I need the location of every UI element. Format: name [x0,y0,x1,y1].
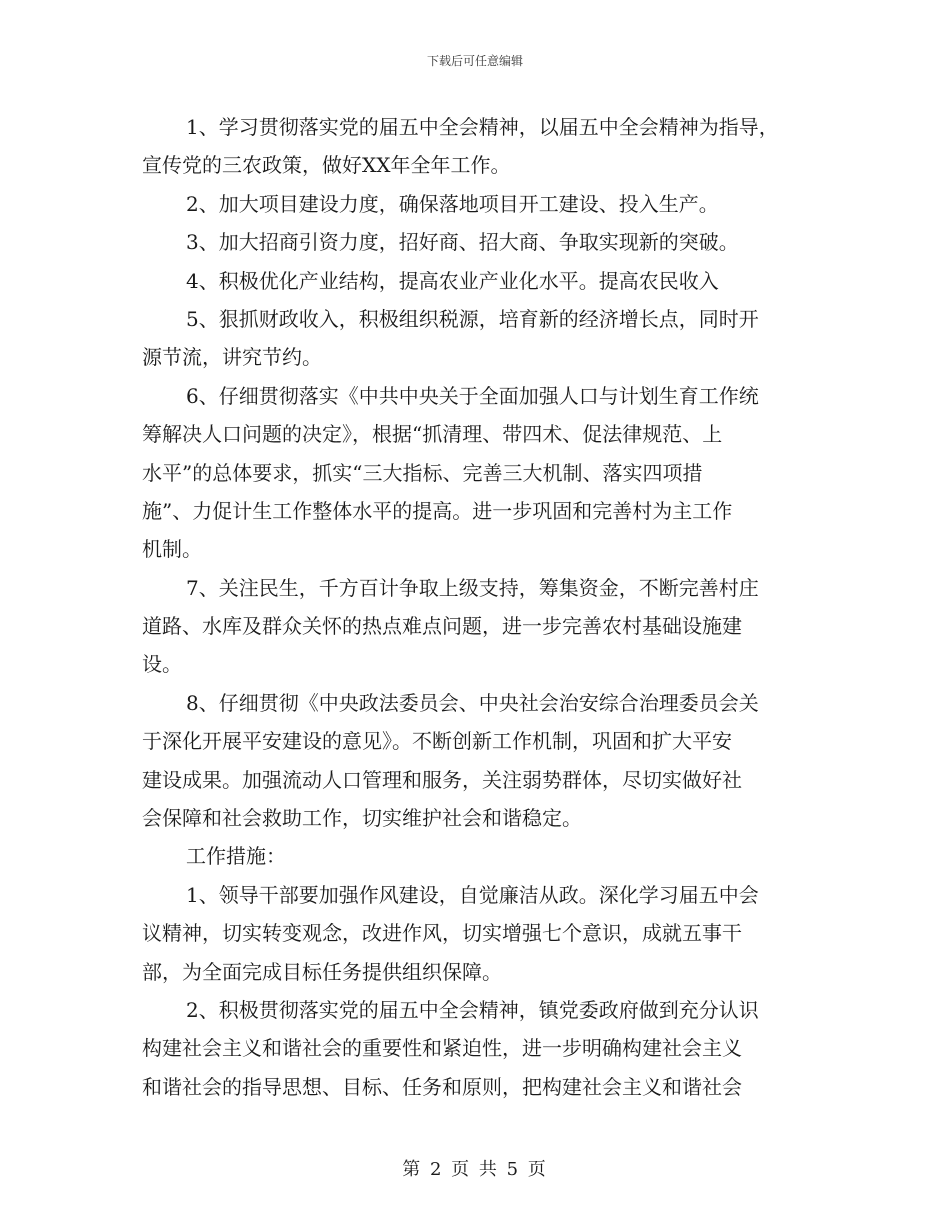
text-line: 施”、力促计生工作整体水平的提高。进一步巩固和完善村为主工作 [142,498,733,523]
text-line: 水平”的总体要求，抓实“三大指标、完善三大机制、落实四项措 [142,460,703,485]
text-line: 建设成果。加强流动人口管理和服务，关注弱势群体，尽切实做好社 [142,767,742,792]
text-line: 7、关注民生，千方百计争取上级支持，筹集资金，不断完善村庄 [186,575,759,600]
text-line: 1、领导干部要加强作风建设，自觉廉洁从政。深化学习届五中会 [186,882,759,907]
text-line: 议精神，切实转变观念，改进作风，切实增强七个意识，成就五事干 [142,921,742,946]
text-line: 机制。 [142,537,202,562]
text-line: 2、加大项目建设力度，确保落地项目开工建设、投入生产。 [186,191,719,216]
text-line: 8、仔细贯彻《中央政法委员会、中央社会治安综合治理委员会关 [186,690,759,715]
text-line: 部，为全面完成目标任务提供组织保障。 [142,959,502,984]
text-line: 3、加大招商引资力度，招好商、招大商、争取实现新的突破。 [186,230,739,255]
text-line: 5、狠抓财政收入，积极组织税源，培育新的经济增长点，同时开 [186,306,759,331]
text-line: 宣传党的三农政策，做好XX年全年工作。 [142,153,511,178]
text-line: 4、积极优化产业结构，提高农业产业化水平。提高农民收入 [186,268,719,293]
text-line: 道路、水库及群众关怀的热点难点问题，进一步完善农村基础设施建 [142,614,742,639]
text-line: 筹解决人口问题的决定》，根据“抓清理、带四术、促法律规范、上 [142,422,723,447]
document-body [142,108,810,1106]
page-header: 下载后可任意编辑 [426,54,523,68]
text-line: 工作措施： [186,844,286,869]
text-line: 1、学习贯彻落实党的届五中全会精神，以届五中全会精神为指导， [186,115,779,139]
page-footer: 第 2 页 共 5 页 [402,1159,548,1180]
text-line: 设。 [142,652,182,677]
text-line: 会保障和社会救助工作，切实维护社会和谐稳定。 [142,806,582,831]
text-line: 和谐社会的指导思想、目标、任务和原则，把构建社会主义和谐社会 [142,1074,742,1099]
text-line: 源节流，讲究节约。 [142,345,322,370]
text-line: 2、积极贯彻落实党的届五中全会精神，镇党委政府做到充分认识 [186,997,759,1022]
text-line: 于深化开展平安建设的意见》。不断创新工作机制，巩固和扩大平安 [142,729,732,754]
text-line: 6、仔细贯彻落实《中共中央关于全面加强人口与计划生育工作统 [186,383,759,408]
text-line: 构建社会主义和谐社会的重要性和紧迫性，进一步明确构建社会主义 [142,1036,742,1061]
